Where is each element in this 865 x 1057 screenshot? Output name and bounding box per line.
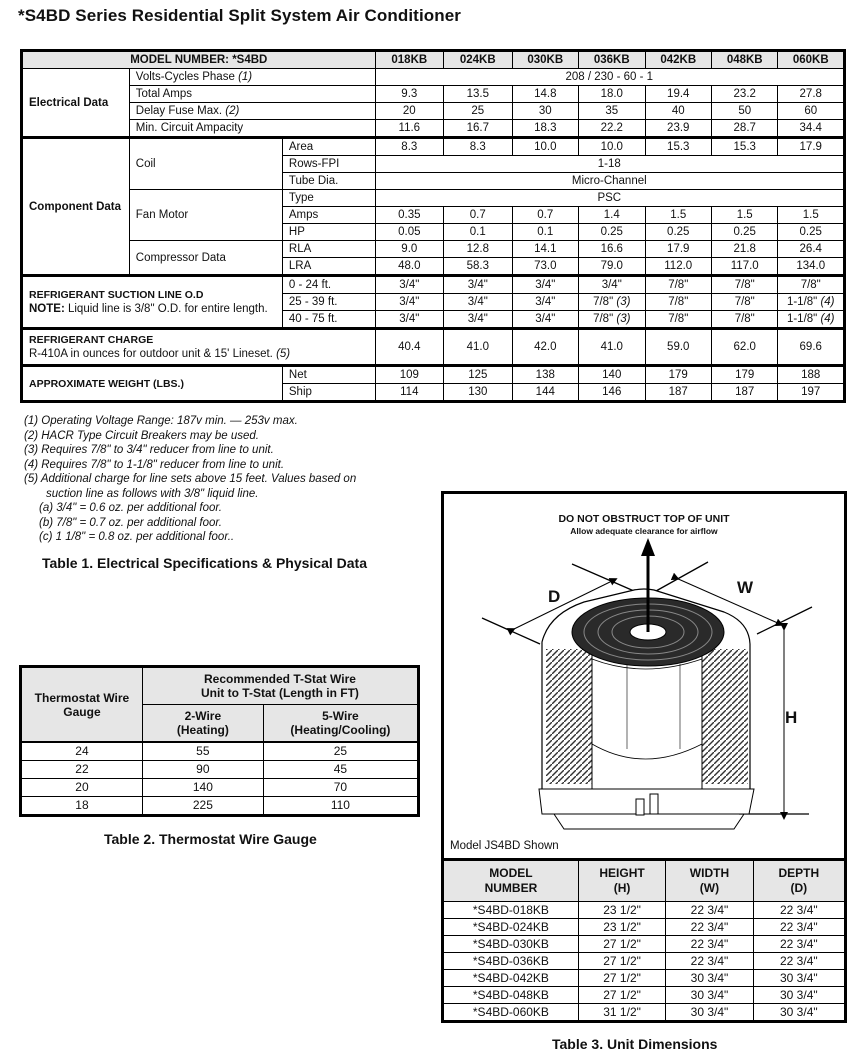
table-row [22,86,845,103]
header-line: (W) [699,881,720,895]
cell: 55 [142,742,263,761]
cell: 18.0 [579,86,645,103]
cell: 188 [778,366,845,384]
cell: 7/8" [778,276,845,294]
cell: 10.0 [512,138,578,156]
footnote-ref: (2) [225,105,240,117]
cell: 30 3/4" [753,1004,845,1022]
cell: 140 [142,779,263,797]
suction-line-label [22,276,283,329]
cell: 22 3/4" [666,936,753,953]
header-line: DEPTH [778,866,820,880]
table-row [22,190,845,207]
footnote: (3) Requires 7/8" to 3/4" reducer from line to unit. [24,444,274,456]
fan-motor-label: Fan Motor [129,190,282,241]
cell: 24 [21,742,143,761]
cell: 40 [645,103,711,120]
depth-header [753,860,845,902]
delay-fuse-label: Delay Fuse Max. [135,105,223,117]
row-label: Total Amps [129,86,375,103]
cell: 79.0 [579,258,645,276]
cell: 23.2 [711,86,777,103]
cell: 134.0 [778,258,845,276]
table3-caption: Table 3. Unit Dimensions [552,1036,718,1052]
cell: 22 3/4" [666,902,753,919]
footnote: suction line as follows with 3/8" liquid line. [46,487,259,500]
table-row [22,276,845,294]
table-row [443,987,846,1004]
cell: *S4BD-024KB [443,919,579,936]
cell: 34.4 [778,120,845,138]
cell: 7/8" [645,294,711,311]
model-number-header: MODEL NUMBER: *S4BD [22,51,376,69]
cell: 112.0 [645,258,711,276]
cell: 17.9 [645,241,711,258]
diagram-caption: Model JS4BD Shown [450,840,559,852]
cell: 140 [579,366,645,384]
cell: 20 [21,779,143,797]
cell: 138 [512,366,578,384]
cell: *S4BD-060KB [443,1004,579,1022]
cell: 22 3/4" [666,919,753,936]
cell: 3/4" [579,276,645,294]
cell: 22 3/4" [666,953,753,970]
charge-title: REFRIGERANT CHARGE [29,334,154,346]
cell: 11.6 [375,120,443,138]
cell: 25 [263,742,418,761]
cell: *S4BD-042KB [443,970,579,987]
refrigerant-charge-label [22,329,376,366]
footnote: (2) HACR Type Circuit Breakers may be used. [24,429,259,442]
volts-value: 208 / 230 - 60 - 1 [375,69,844,86]
row-label: RLA [282,241,375,258]
row-label: Rows-FPI [282,156,375,173]
table-header-row [21,667,419,705]
cell: 23 1/2" [578,919,665,936]
cell: 30 3/4" [666,970,753,987]
cell: 3/4" [512,294,578,311]
row-label: Ship [282,384,375,402]
footnotes [24,414,356,545]
cell: 9.0 [375,241,443,258]
cell: 90 [142,761,263,779]
table1-caption: Table 1. Electrical Specifications & Physical Data [42,555,367,571]
cell: 179 [645,366,711,384]
footnote: (a) 3/4" = 0.6 oz. per additional foor. [39,502,222,514]
cell: 187 [711,384,777,402]
header-line: HEIGHT [599,866,645,880]
cell: 7/8" [711,276,777,294]
table-row [22,241,845,258]
cell: 22 3/4" [753,953,845,970]
cell: 16.7 [444,120,512,138]
cell: *S4BD-048KB [443,987,579,1004]
cell: 10.0 [579,138,645,156]
footnote-ref: (1) [238,71,253,83]
cell: 41.0 [444,329,512,366]
cell: 22.2 [579,120,645,138]
table-row [443,1004,846,1022]
cell: 1.4 [579,207,645,224]
cell: 42.0 [512,329,578,366]
cell: 69.6 [778,329,845,366]
table-row [443,902,846,919]
table-row [21,779,419,797]
cell: 70 [263,779,418,797]
cell: 7/8" [645,311,711,329]
cell: 22 3/4" [753,936,845,953]
cell: 0.05 [375,224,443,241]
header-line: Recommended T-Stat Wire [203,672,356,686]
cell: 27 1/2" [578,970,665,987]
wire-gauge-header: Thermostat Wire Gauge [21,667,143,743]
cell: 30 3/4" [666,1004,753,1022]
cell: 18.3 [512,120,578,138]
cell: 62.0 [711,329,777,366]
five-wire-header [263,705,418,743]
model-column-header: 024KB [444,51,512,69]
cell: 14.1 [512,241,578,258]
cell: 21.8 [711,241,777,258]
cell: 7/8" [711,311,777,329]
cell: 30 [512,103,578,120]
footnote: (b) 7/8" = 0.7 oz. per additional foor. [39,516,222,529]
cell: 0.25 [579,224,645,241]
row-label: Min. Circuit Ampacity [129,120,375,138]
component-group-label: Component Data [22,138,130,276]
volts-label: Volts-Cycles Phase [135,71,235,83]
rows-fpi-value: 1-18 [375,156,844,173]
cell: 3/4" [444,276,512,294]
model-column-header: 018KB [375,51,443,69]
model-column-header: 036KB [579,51,645,69]
cell: 22 [21,761,143,779]
table-row [22,138,845,156]
footnote: (5) Additional charge for line sets above 15 feet. Values based on [24,473,357,485]
cell: 15.3 [711,138,777,156]
cell: 197 [778,384,845,402]
cell: 179 [711,366,777,384]
header-line: 2-Wire [184,709,222,723]
table-row [22,103,845,120]
row-label: Amps [282,207,375,224]
cell: 17.9 [778,138,845,156]
row-label: Net [282,366,375,384]
cell: 144 [512,384,578,402]
cell: 8.3 [375,138,443,156]
cell: 9.3 [375,86,443,103]
cell: 45 [263,761,418,779]
row-label: Area [282,138,375,156]
cell: 19.4 [645,86,711,103]
cell: 31 1/2" [578,1004,665,1022]
cell: 30 3/4" [753,987,845,1004]
table-row [443,953,846,970]
row-label: 25 - 39 ft. [282,294,375,311]
cell: 14.8 [512,86,578,103]
footnote: (1) Operating Voltage Range: 187v min. — 253v max. [24,415,298,427]
unit-dimensions-table [441,858,847,1023]
table-row [21,761,419,779]
cell: 3/4" [375,311,443,329]
depth-label: D [548,587,561,606]
row-label [129,103,375,120]
cell: 187 [645,384,711,402]
width-header [666,860,753,902]
cell: 0.25 [645,224,711,241]
cell: 7/8" (3) [579,294,645,311]
cell: 0.35 [375,207,443,224]
model-number-header [443,860,579,902]
table-header-row [443,860,846,902]
recommended-wire-header [142,667,418,705]
width-label: W [737,578,754,597]
cell: 23 1/2" [578,902,665,919]
header-line: (D) [790,881,808,895]
footnote: (c) 1 1/8" = 0.8 oz. per additional foor.. [39,531,235,543]
cell: 20 [375,103,443,120]
row-label: Tube Dia. [282,173,375,190]
header-line: NUMBER [484,881,538,895]
cell: 15.3 [645,138,711,156]
cell: 22 3/4" [753,919,845,936]
electrical-specs-table [20,49,846,403]
header-line: (Heating) [176,723,229,737]
cell: 109 [375,366,443,384]
header-line: 5-Wire [322,709,359,723]
cell: 27.8 [778,86,845,103]
table-row [21,742,419,761]
suction-title: REFRIGERANT SUCTION LINE O.D [29,289,204,301]
table-row [22,69,845,86]
model-column-header: 030KB [512,51,578,69]
header-line: MODEL [489,866,533,880]
cell: 3/4" [375,294,443,311]
cell: 0.1 [512,224,578,241]
tube-dia-value: Micro-Channel [375,173,844,190]
header-line: Unit to T-Stat (Length in FT) [200,686,359,700]
cell: 12.8 [444,241,512,258]
cell: 23.9 [645,120,711,138]
cell: 1.5 [778,207,845,224]
cell: 0.7 [512,207,578,224]
cell: 22 3/4" [753,902,845,919]
electrical-group-label: Electrical Data [22,69,130,138]
note-text: Liquid line is 3/8" O.D. for entire length. [64,303,268,315]
footnote-ref: (5) [276,348,291,360]
unit-diagram [441,491,847,859]
table-row [22,120,845,138]
table2-caption: Table 2. Thermostat Wire Gauge [104,831,317,847]
cell: 48.0 [375,258,443,276]
cell: 18 [21,797,143,816]
header-line: WIDTH [689,866,730,880]
cell: 3/4" [375,276,443,294]
cell: 30 3/4" [666,987,753,1004]
cell: 0.1 [444,224,512,241]
footnote: (4) Requires 7/8" to 1-1/8" reducer from line to unit. [24,458,285,471]
cell: 58.3 [444,258,512,276]
row-label: HP [282,224,375,241]
table-row [22,329,845,366]
cell: 73.0 [512,258,578,276]
row-label: 0 - 24 ft. [282,276,375,294]
cell: 3/4" [512,276,578,294]
row-label: 40 - 75 ft. [282,311,375,329]
cell: 59.0 [645,329,711,366]
row-label [129,69,375,86]
cell: 125 [444,366,512,384]
row-label: LRA [282,258,375,276]
cell: 1-1/8" (4) [778,311,845,329]
model-column-header: 042KB [645,51,711,69]
table-row [443,936,846,953]
model-column-header: 060KB [778,51,845,69]
cell: 28.7 [711,120,777,138]
cell: 225 [142,797,263,816]
cell: 3/4" [512,311,578,329]
ac-unit-illustration [444,494,844,839]
cell: 25 [444,103,512,120]
cell: 35 [579,103,645,120]
cell: 146 [579,384,645,402]
cell: 26.4 [778,241,845,258]
cell: 3/4" [444,294,512,311]
cell: *S4BD-018KB [443,902,579,919]
cell: 1-1/8" (4) [778,294,845,311]
two-wire-header [142,705,263,743]
cell: 3/4" [444,311,512,329]
cell: 30 3/4" [753,970,845,987]
cell: 0.25 [778,224,845,241]
coil-label: Coil [129,138,282,190]
cell: 0.25 [711,224,777,241]
approximate-weight-label: APPROXIMATE WEIGHT (LBS.) [22,366,283,402]
diagram-heading: DO NOT OBSTRUCT TOP OF UNIT [558,513,730,525]
diagram-subheading: Allow adequate clearance for airflow [570,526,718,536]
height-label: H [785,708,798,727]
cell: 1.5 [645,207,711,224]
cell: 0.7 [444,207,512,224]
table-row [443,970,846,987]
height-header [578,860,665,902]
compressor-label: Compressor Data [129,241,282,276]
row-label: Type [282,190,375,207]
charge-desc: R-410A in ounces for outdoor unit & 15' Lineset. [29,348,277,360]
table-row [21,797,419,816]
cell: 8.3 [444,138,512,156]
cell: 40.4 [375,329,443,366]
header-line: (Heating/Cooling) [290,723,391,737]
cell: 16.6 [579,241,645,258]
cell: 114 [375,384,443,402]
table-row [443,919,846,936]
cell: 60 [778,103,845,120]
cell: 130 [444,384,512,402]
table-row [22,366,845,384]
cell: 7/8" (3) [579,311,645,329]
table-header-row [22,51,845,69]
cell: 50 [711,103,777,120]
cell: 27 1/2" [578,987,665,1004]
cell: 27 1/2" [578,953,665,970]
cell: *S4BD-036KB [443,953,579,970]
type-value: PSC [375,190,844,207]
cell: 1.5 [711,207,777,224]
note-bold: NOTE: [29,303,65,315]
cell: 7/8" [711,294,777,311]
cell: 7/8" [645,276,711,294]
thermostat-wire-table [19,665,420,817]
page-title: *S4BD Series Residential Split System Air Conditioner [18,6,462,25]
model-column-header: 048KB [711,51,777,69]
cell: 117.0 [711,258,777,276]
header-line: (H) [613,881,631,895]
cell: 13.5 [444,86,512,103]
cell: 27 1/2" [578,936,665,953]
cell: 41.0 [579,329,645,366]
cell: *S4BD-030KB [443,936,579,953]
cell: 110 [263,797,418,816]
